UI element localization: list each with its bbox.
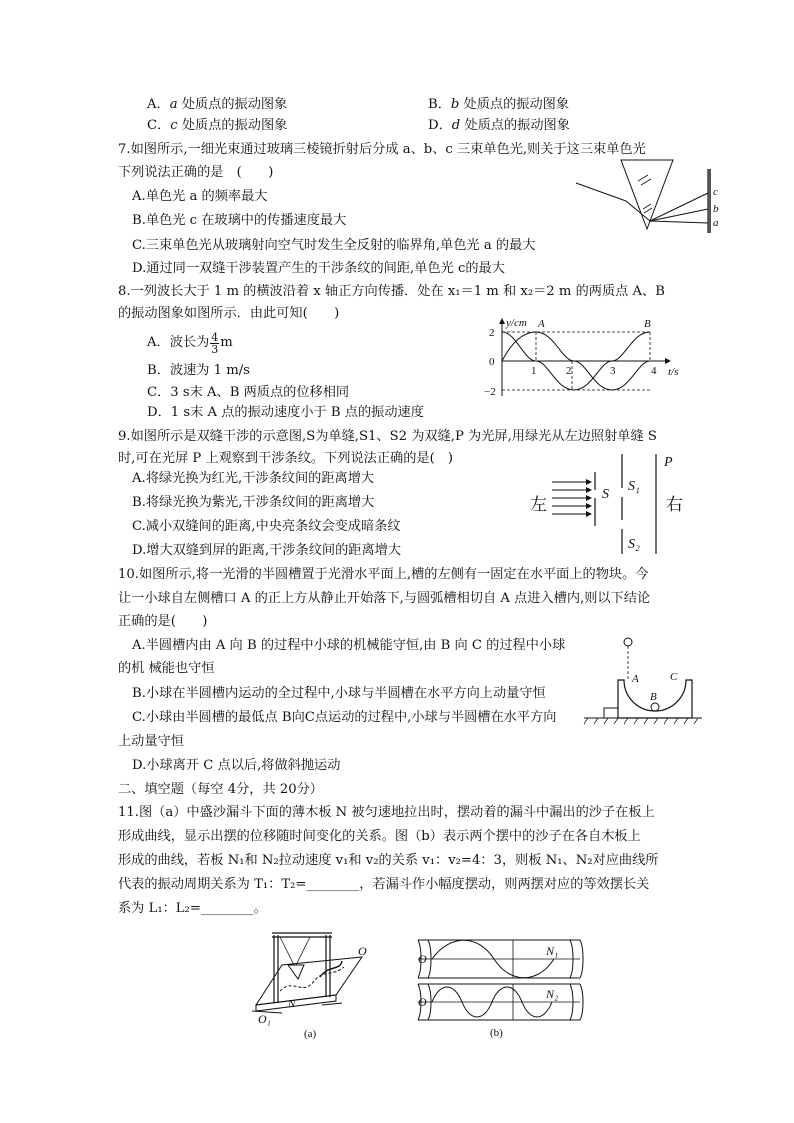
q9-option-a: A.将绿光换为红光,干涉条纹间的距离增大 [132,471,375,486]
q8-tick-x-2: 2 [566,365,572,377]
q10-option-c-line2: 上动量守恒 [118,734,184,749]
q7-stem-line1: 7.如图所示,一细光束通过玻璃三棱镜折射后分成 a、b、c 三束单色光,则关于这三束单色光 [118,142,646,157]
q10-option-a-line1: A.半圆槽内由 A 向 B 的过程中小球的机械能守恒,由 B 向 C 的过程中小球 [132,638,566,653]
q8-tick-y-top: 2 [489,327,495,339]
q7-stem-line2: 下列说法正确的是 ( ) [118,165,274,180]
q11-fig-a-label-o: O [358,944,367,958]
q7-label-b: b [713,203,719,215]
q11-line4: 代表的振动周期关系为 T₁：T₂=________，若漏斗作小幅度摆动，则两摆对应的等效摆长关 [118,877,650,892]
q7-option-b: B.单色光 c 在玻璃中的传播速度最大 [132,213,347,228]
q8-tick-x-4: 4 [651,365,657,377]
q11-figure-a-sand-pendulum [250,925,390,1045]
q11-fig-b-label-n1: N₁ [546,944,559,958]
q10-option-c-line1: C.小球由半圆槽的最低点 B向C点运动的过程中,小球与半圆槽在水平方向 [132,710,557,725]
q9-double-slit-figure [530,450,700,560]
section-2-title: 二、填空题（每空 4分，共 20分） [118,782,323,797]
q8-tick-x-3: 3 [610,365,616,377]
q8-tick-x-1: 1 [531,365,537,377]
q9-label-left: 左 [530,495,547,514]
q8-label-a: A [538,318,545,330]
q9-stem-line2: 时,可在光屏 P 上观察到干涉条纹。下列说法正确的是( ) [118,451,454,466]
q11-line1: 11.图（a）中盛沙漏斗下面的薄木板 N 被匀速地拉出时，摆动着的漏斗中漏出的沙子在板上 [118,805,655,820]
q11-fig-b-caption: (b) [490,1027,503,1039]
q9-option-d: D.增大双缝到屏的距离,干涉条纹间的距离增大 [132,543,402,558]
q8-stem-line2: 的振动图象如图所示．由此可知( ) [118,306,340,321]
q8-option-b: B．波速为 1 m/s [147,363,250,378]
q11-figure-b-traces [414,930,594,1042]
q10-stem-line1: 10.如图所示,将一光滑的半圆槽置于光滑水平面上,槽的左侧有一固定在水平面上的物块。今 [118,567,649,582]
q9-label-s: S [602,487,609,502]
q11-fig-a-caption: (a) [304,1028,317,1040]
q10-option-a-line2: 的机 械能也守恒 [118,661,215,676]
q9-label-s2: S₂ [628,537,640,552]
q7-option-d: D.通过同一双缝干涉装置产生的干涉条纹的间距,单色光 c的最大 [132,261,505,276]
q11-fig-a-label-o1: O₁ [258,1012,271,1026]
q11-line3: 形成的曲线，若板 N₁和 N₂拉动速度 v₁和 v₂的关系 v₁：v₂=4：3，则板 N₁、N₂对应曲线所 [118,853,659,868]
q10-label-b: B [650,691,657,703]
q8-tick-y-bottom: −2 [484,386,496,398]
q11-fig-a-label-n: N [288,998,296,1010]
q7-label-c: c [713,186,718,198]
q11-fig-b-label-o-bottom: O [418,995,427,1009]
q9-option-c: C.减小双缝间的距离,中央亮条纹会变成暗条纹 [132,519,401,534]
q7-option-c: C.三束单色光从玻璃射向空气时发生全反射的临界角,单色光 a 的最大 [132,238,536,253]
q8-tick-y-zero: 0 [489,356,495,368]
q8-option-c: C．3 s末 A、B 两质点的位移相同 [147,385,350,400]
q8-vibration-graph [482,314,682,404]
q6-option-d: D．d 处质点的振动图象 [428,118,570,133]
q8-y-axis-label: y/cm [506,317,527,329]
q8-label-b: B [644,318,651,330]
q10-label-c: C [670,671,678,683]
q9-label-right: 右 [666,495,683,514]
q11-fig-b-label-n2: N₂ [546,987,559,1001]
q8-option-d: D．1 s末 A 点的振动速度小于 B 点的振动速度 [147,405,424,420]
q7-prism-figure [572,155,722,235]
fraction: $\frac{4}{3}$ [211,330,219,356]
q7-option-a: A.单色光 a 的频率最大 [132,189,268,204]
q8-stem-line1: 8.一列波长大于 1 m 的横波沿着 x 轴正方向传播．处在 x₁＝1 m 和 x₂＝2 m 的两质点 A、B [118,284,665,299]
q11-line2: 形成曲线，显示出摆的位移随时间变化的关系。图（b）表示两个摆中的沙子在各自木板上 [118,829,641,844]
q9-label-p: P [664,455,673,470]
q10-option-d: D.小球离开 C 点以后,将做斜抛运动 [132,758,341,773]
q6-option-b: B．b 处质点的振动图象 [428,97,570,112]
q9-stem-line1: 9.如图所示是双缝干涉的示意图,S为单缝,S1、S2 为双缝,P 为光屏,用绿光从左边照射单缝 S [118,429,657,444]
q8-option-a: A．波长为 $\frac{4}{3}$ m [147,330,233,356]
q11-line5: 系为 L₁：L₂=________。 [118,901,267,916]
q11-board-n1 [418,940,583,978]
q10-stem-line3: 正确的是( ) [118,614,208,629]
q9-option-b: B.将绿光换为紫光,干涉条纹间的距离增大 [132,495,375,510]
q6-option-a: A．a 处质点的振动图象 [147,97,288,112]
q9-label-s1: S₁ [628,479,640,494]
q11-board-n2 [418,984,583,1020]
q6-option-c: C．c 处质点的振动图象 [147,118,288,133]
q10-option-b: B.小球在半圆槽内运动的全过程中,小球与半圆槽在水平方向上动量守恒 [132,686,546,701]
q10-semicircle-groove-figure [584,636,704,726]
q10-label-a: A [632,673,639,685]
q7-label-a: a [713,217,719,229]
q8-x-axis-label: t/s [668,366,679,378]
q10-stem-line2: 让一小球自左侧槽口 A 的正上方从静止开始落下,与圆弧槽相切自 A 点进入槽内,则以下结论 [118,591,651,606]
q11-fig-b-label-o-top: O [418,952,427,966]
